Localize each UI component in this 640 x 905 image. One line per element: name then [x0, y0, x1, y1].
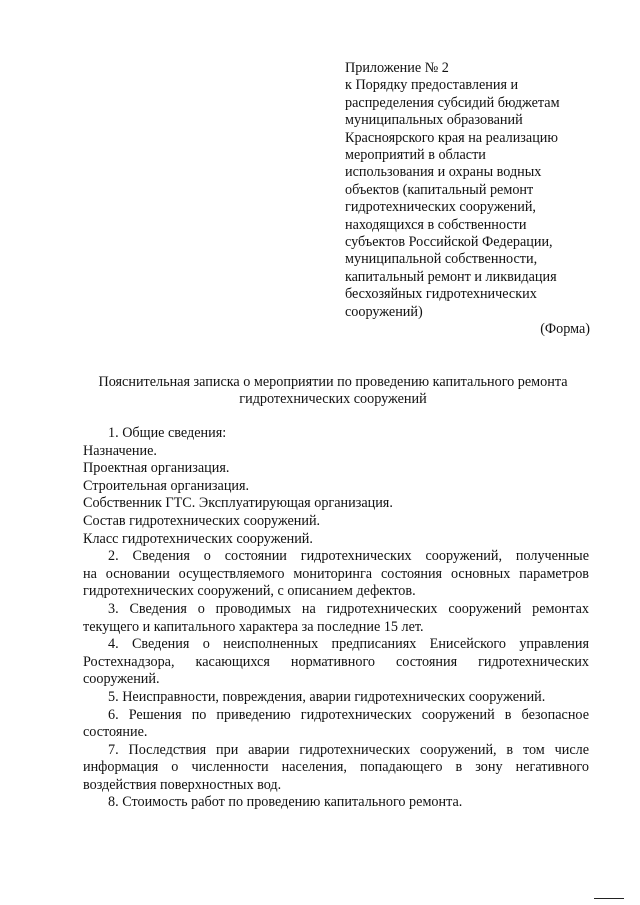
appendix-line: находящихся в собственности	[345, 216, 527, 233]
body-line: на основании осуществляемого мониторинга состояния основных параметров	[83, 565, 589, 582]
footer-rule	[594, 898, 624, 899]
appendix-line: субъектов Российской Федерации,	[345, 234, 553, 251]
body-line: сооружений.	[83, 671, 160, 688]
body-line: 8. Стоимость работ по проведению капитального ремонта.	[108, 794, 463, 811]
appendix-line: Красноярского края на реализацию	[345, 129, 558, 146]
appendix-line: муниципальной собственности,	[345, 251, 538, 268]
appendix-line: к Порядку предоставления и	[345, 77, 519, 94]
appendix-line: распределения субсидий бюджетам	[345, 94, 560, 111]
body-line: 5. Неисправности, повреждения, аварии гидротехнических сооружений.	[108, 688, 546, 705]
body-line: гидротехнических сооружений, с описанием дефектов.	[83, 583, 416, 600]
appendix-line: сооружений)	[345, 303, 423, 320]
title-line: гидротехнических сооружений	[239, 391, 427, 407]
body-line: Ростехнадзора, касающихся нормативного состояния гидротехнических	[83, 653, 589, 670]
document-body	[83, 425, 589, 812]
body-line: текущего и капитального характера за последние 15 лет.	[83, 618, 424, 635]
body-line: Состав гидротехнических сооружений.	[83, 512, 321, 529]
appendix-header	[345, 60, 595, 321]
body-line: Назначение.	[83, 442, 157, 459]
body-line: Класс гидротехнических сооружений.	[83, 530, 313, 547]
document-title	[60, 374, 606, 408]
form-label: (Форма)	[540, 321, 590, 337]
body-line: 3. Сведения о проводимых на гидротехнических сооружений ремонтах	[108, 600, 589, 617]
appendix-line: капитальный ремонт и ликвидация	[345, 268, 557, 285]
body-line: Строительная организация.	[83, 477, 250, 494]
appendix-line: использования и охраны водных	[345, 164, 542, 181]
body-line: 6. Решения по приведению гидротехнических сооружений в безопасное	[108, 706, 589, 723]
body-line: Собственник ГТС. Эксплуатирующая организация.	[83, 495, 393, 512]
appendix-line: гидротехнических сооружений,	[345, 199, 536, 216]
appendix-line: Приложение № 2	[345, 60, 449, 76]
body-line: 1. Общие сведения:	[108, 425, 227, 441]
body-line: состояние.	[83, 724, 148, 741]
body-line: 4. Сведения о неисполненных предписаниях Енисейского управления	[108, 636, 589, 653]
appendix-line: бесхозяйных гидротехнических	[345, 286, 537, 303]
body-line: 2. Сведения о состоянии гидротехнических сооружений, полученные	[108, 548, 589, 565]
title-line: Пояснительная записка о мероприятии по проведению капитального ремонта	[98, 374, 568, 390]
appendix-line: муниципальных образований	[345, 112, 523, 129]
body-line: воздействия поверхностных вод.	[83, 776, 282, 793]
body-line: Проектная организация.	[83, 460, 230, 477]
body-line: 7. Последствия при аварии гидротехнических сооружений, в том числе	[108, 741, 589, 758]
body-line: информация о численности населения, попадающего в зону негативного	[83, 759, 589, 776]
appendix-line: объектов (капитальный ремонт	[345, 181, 534, 198]
appendix-line: мероприятий в области	[345, 147, 486, 164]
